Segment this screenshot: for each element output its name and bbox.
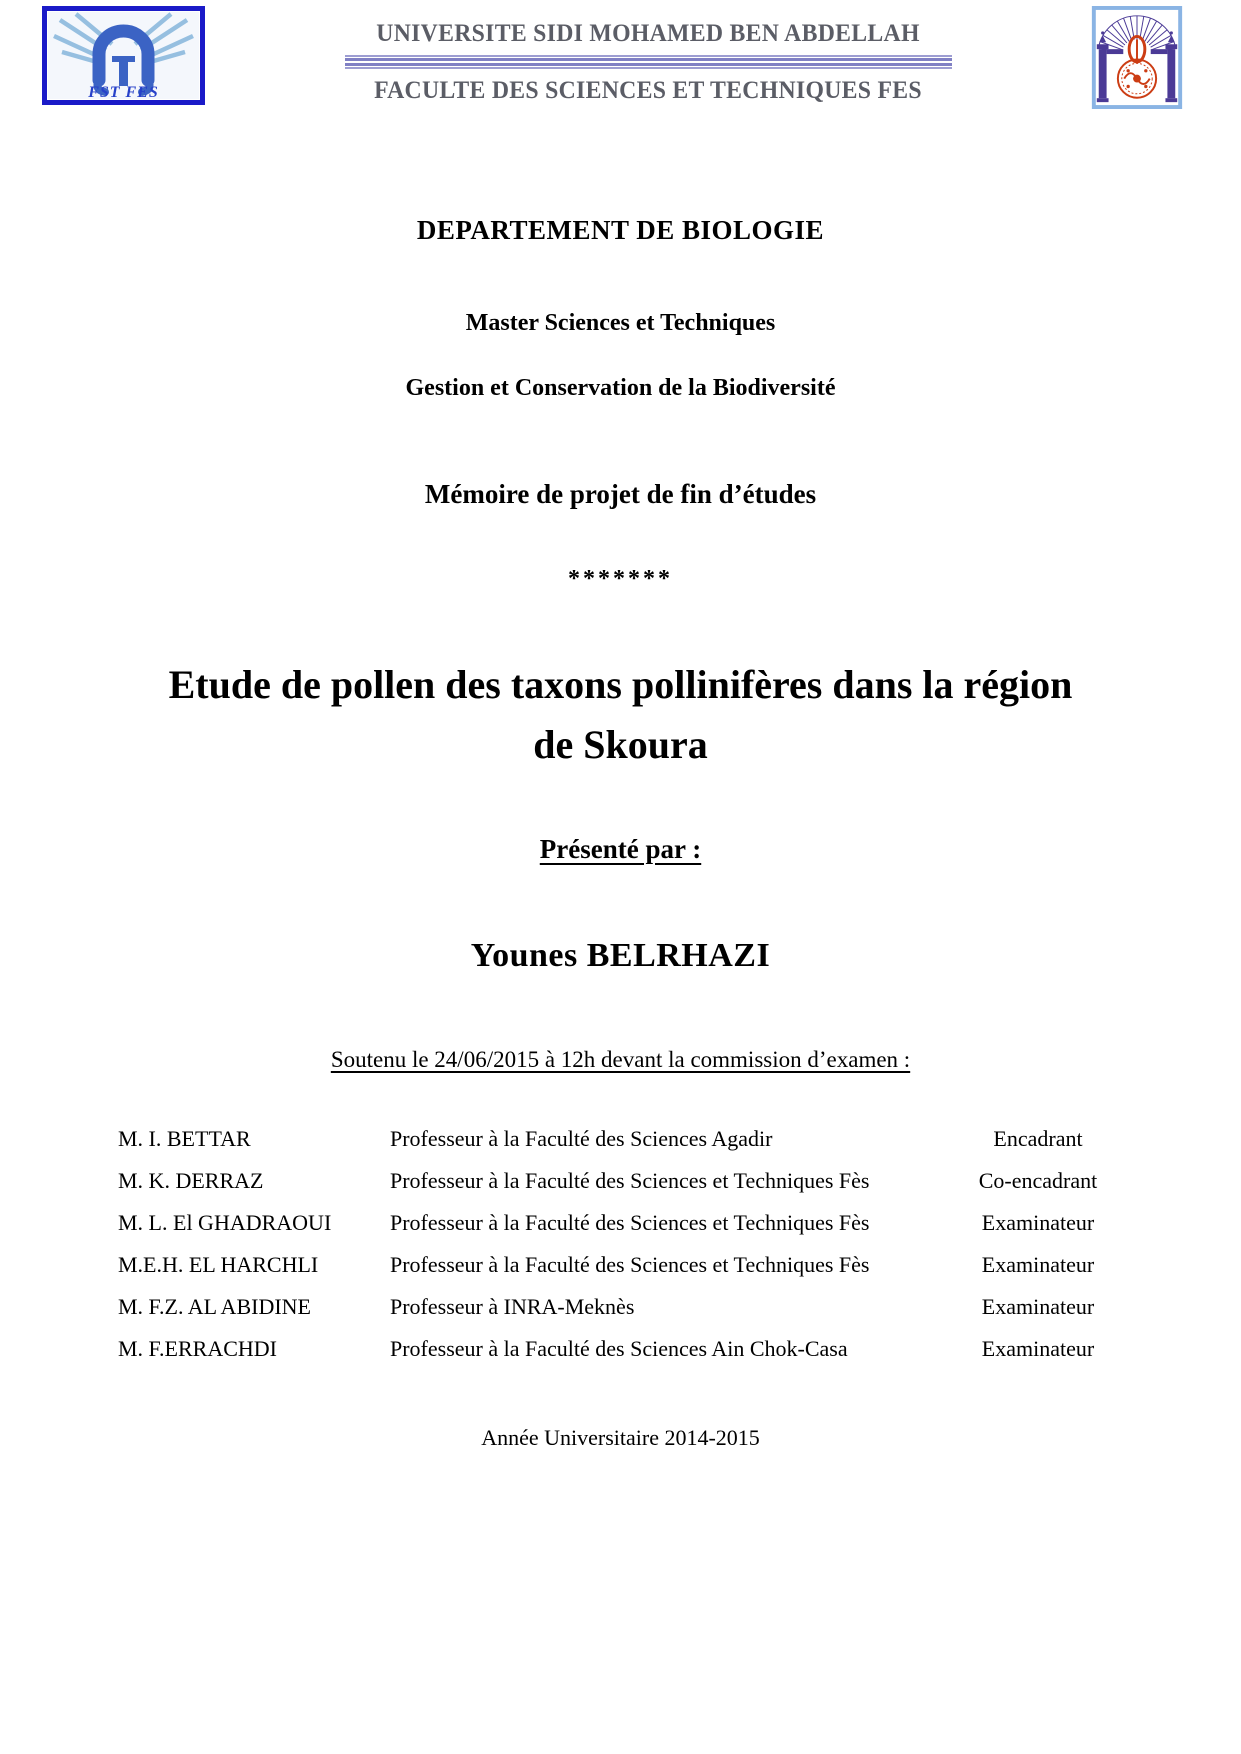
academic-year: Année Universitaire 2014-2015 [481,1425,760,1450]
committee-member-name: M. I. BETTAR [118,1126,251,1151]
usmba-seal-logo [1091,6,1183,109]
committee-row [118,1336,1153,1362]
header-titles [205,20,1091,105]
thesis-title [0,655,1241,775]
committee-member-affiliation: Professeur à la Faculté des Sciences et Techniques Fès [390,1252,870,1277]
committee-list [118,1126,1153,1362]
committee-member-name: M. F.Z. AL ABIDINE [118,1294,311,1319]
thesis-title-line2: de Skoura [533,722,708,767]
committee-member-role: Examinateur [981,1210,1095,1235]
committee-member-name: M. K. DERRAZ [118,1168,264,1193]
author-name: Younes BELRHAZI [470,937,771,974]
committee-row [118,1168,1153,1194]
committee-member-affiliation: Professeur à INRA-Meknès [390,1294,635,1319]
committee-member-role: Co-encadrant [978,1168,1098,1193]
stars-separator: ******* [568,566,673,592]
committee-row [118,1126,1153,1152]
fst-fes-logo-text: FST FES [88,84,159,101]
faculty-name: FACULTE DES SCIENCES ET TECHNIQUES FES [374,77,922,104]
committee-member-affiliation: Professeur à la Faculté des Sciences Ain Chok-Casa [390,1336,848,1361]
committee-member-affiliation: Professeur à la Faculté des Sciences et Techniques Fès [390,1210,870,1235]
header-divider [345,55,952,69]
committee-member-name: M. L. El GHADRAOUI [118,1210,332,1235]
thesis-title-line1: Etude de pollen des taxons pollinifères dans la région [168,662,1073,707]
defense-info: Soutenu le 24/06/2015 à 12h devant la commission d’examen : [330,1047,911,1072]
committee-row [118,1252,1153,1278]
committee-member-affiliation: Professeur à la Faculté des Sciences Agadir [390,1126,773,1151]
committee-member-affiliation: Professeur à la Faculté des Sciences et Techniques Fès [390,1168,870,1193]
committee-member-role: Encadrant [993,1126,1083,1151]
committee-member-role: Examinateur [981,1294,1095,1319]
fst-fes-logo [42,6,205,105]
department-title: DEPARTEMENT DE BIOLOGIE [416,215,825,245]
committee-member-name: M.E.H. EL HARCHLI [118,1252,319,1277]
page-header [0,0,1241,130]
committee-member-name: M. F.ERRACHDI [118,1336,277,1361]
document-type: Mémoire de projet de fin d’études [424,479,817,509]
committee-member-role: Examinateur [981,1252,1095,1277]
program-specialty: Gestion et Conservation de la Biodiversité [405,375,836,401]
committee-row [118,1294,1153,1320]
university-name: UNIVERSITE SIDI MOHAMED BEN ABDELLAH [376,20,920,47]
presented-by-label: Présenté par : [539,834,702,864]
committee-member-role: Examinateur [981,1336,1095,1361]
committee-row [118,1210,1153,1236]
master-program: Master Sciences et Techniques [465,310,776,336]
cover-content [0,214,1241,1452]
